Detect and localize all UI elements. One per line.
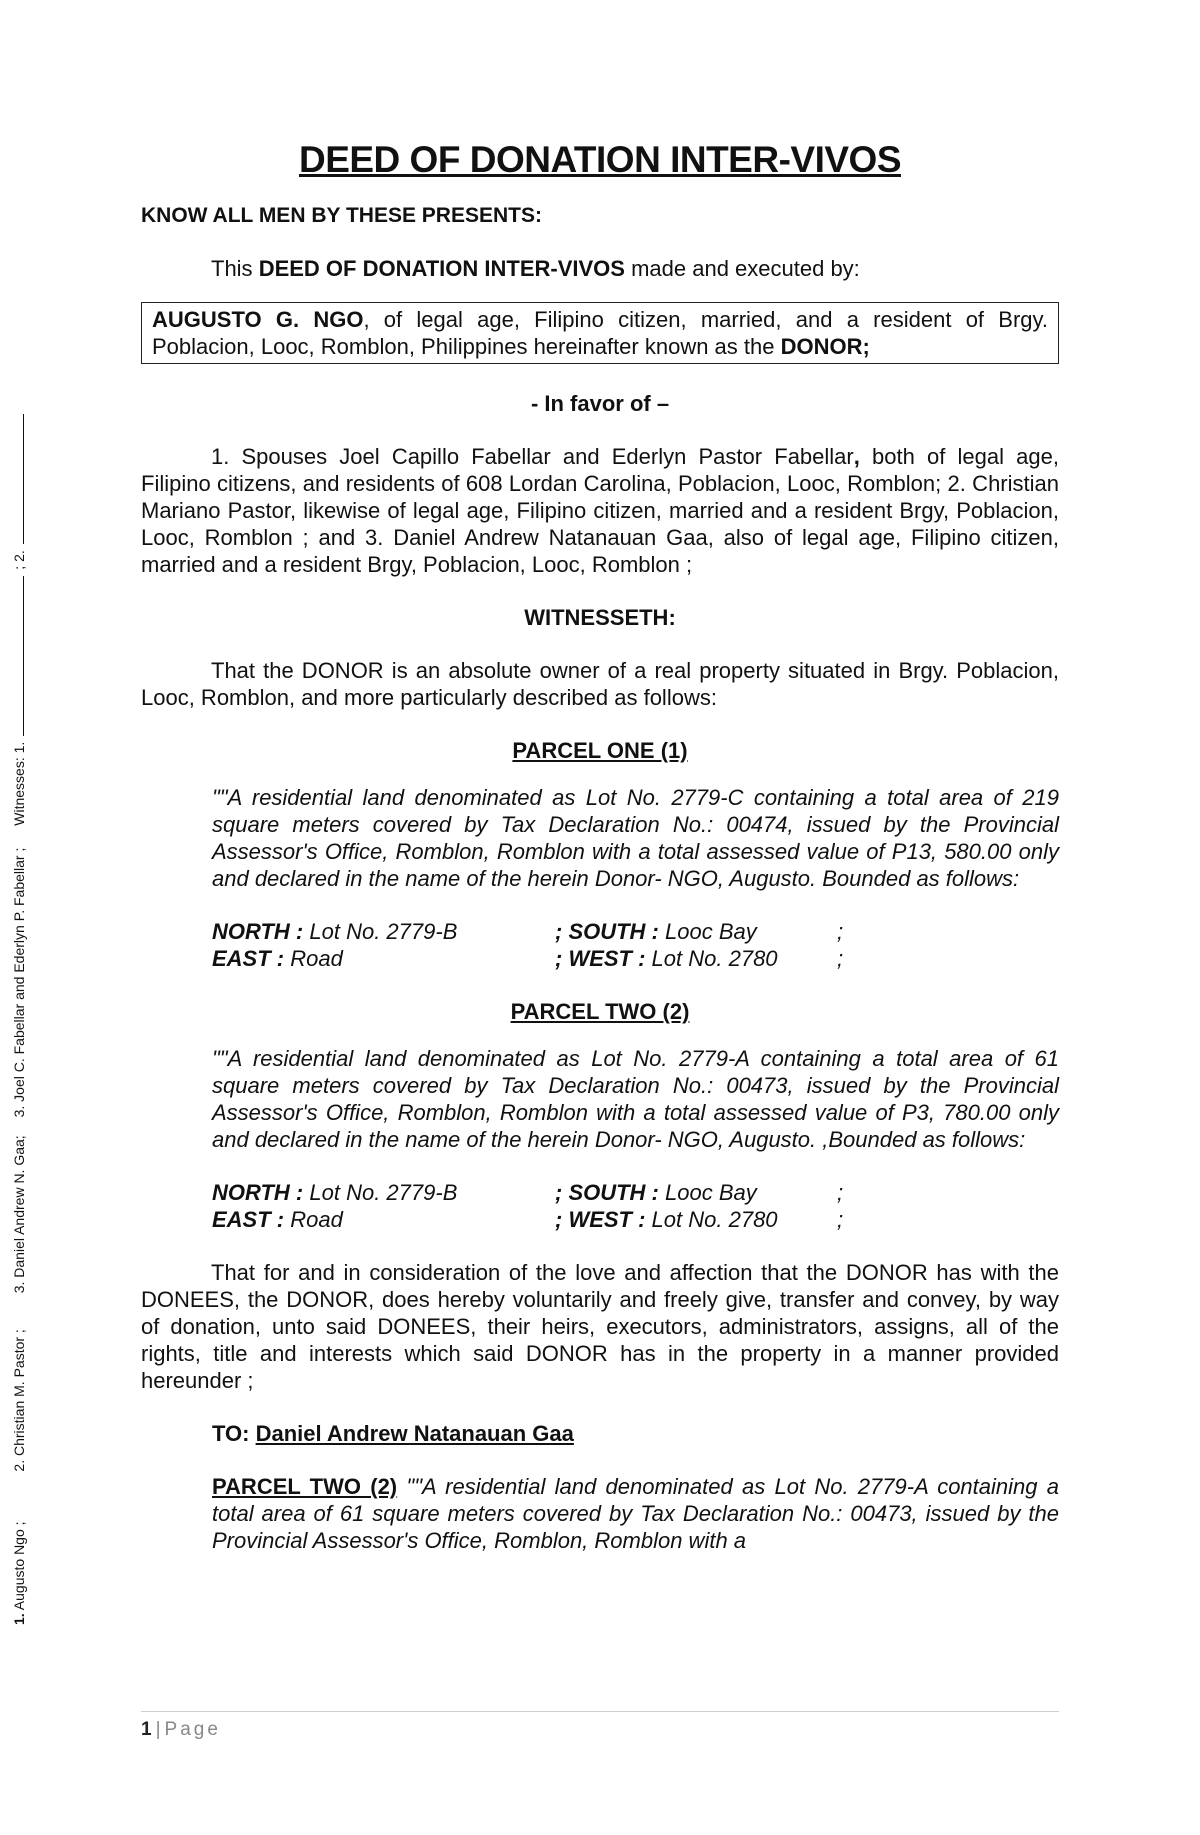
parcel-inline-paragraph (212, 1473, 1059, 1554)
north-value: Lot No. 2779-B (303, 1180, 458, 1205)
donor-box (141, 302, 1059, 364)
bounds-row (212, 1179, 1059, 1206)
parcel-inline-text: ""A residential land denominated as Lot No. 2779-A containing a total area of 61 square meters covered by Tax Declaration No.: 00473, issued by the Provincial Assessor's Office, Romblon, Romblon with a (212, 1474, 1059, 1553)
east-value: Road (284, 946, 343, 971)
bounds-row (212, 1206, 1059, 1233)
north-value: Lot No. 2779-B (303, 919, 458, 944)
west-value: Lot No. 2780 (645, 1207, 778, 1232)
witnesseth-heading: WITNESSETH: (524, 605, 676, 630)
deed-body (141, 138, 1059, 1554)
footer-separator: | (155, 1719, 161, 1740)
north-label: NORTH : (212, 1180, 304, 1205)
know-all-men-heading: KNOW ALL MEN BY THESE PRESENTS: (141, 204, 542, 227)
intro-paragraph (141, 255, 1059, 282)
donor-text: , of legal age, Filipino citizen, married, and a resident of Brgy. Poblacion, Looc, Romblon, Philippines hereinafter known as the (152, 307, 1048, 359)
sidebar-item-1: 1. (11, 1613, 27, 1625)
parcel-two-description: ""A residential land denominated as Lot No. 2779-A containing a total area of 61 square meters covered by Tax Declaration No.: 00473, issued by the Provincial Assessor's Office, Romblon, Romblon with a total assessed value of P3, 780.00 only and declared in the name of the herein Donor- NGO, Augusto. ,Bounded as follows: (212, 1046, 1059, 1152)
to-label: TO: (212, 1421, 256, 1446)
intro-pre: This (211, 256, 259, 281)
sidebar-signer-ngo: Augusto Ngo ; (11, 1521, 27, 1611)
parcel-inline-heading: PARCEL TWO (2) (212, 1474, 398, 1499)
intro-post: made and executed by: (624, 256, 860, 281)
east-label: EAST : (212, 946, 285, 971)
east-label: EAST : (212, 1207, 285, 1232)
parcel-two-heading: PARCEL TWO (2) (510, 999, 690, 1024)
sidebar-signer-fabellar: 3. Joel C. Fabellar and Ederlyn P. Fabellar ; (11, 847, 27, 1118)
sidebar-signer-pastor: 2. Christian M. Pastor ; (11, 1329, 27, 1472)
east-value: Road (284, 1207, 343, 1232)
donees-part2: both of legal age, Filipino citizens, and residents of 608 Lordan Carolina, Poblacion, Looc, Romblon; 2. Christian Mariano Pastor, likewise of legal age, Filipino citizen, married and a resident Brgy, Poblacion, Looc, Romblon ; and 3. Daniel Andrew Natanauan Gaa, also of legal age, Filipino citizen, married and a resident Brgy, Poblacion, Looc, Romblon ; (141, 444, 1059, 577)
signature-sidebar (8, 305, 30, 1625)
west-end: ; (837, 1207, 844, 1232)
owner-paragraph: That the DONOR is an absolute owner of a real property situated in Brgy. Poblacion, Looc, Romblon, and more particularly described as follows: (141, 658, 1059, 710)
west-label: ; WEST : (555, 946, 646, 971)
to-line (212, 1420, 1059, 1447)
west-label: ; WEST : (555, 1207, 646, 1232)
sidebar-signer-gaa: 3. Daniel Andrew N. Gaa; (11, 1135, 27, 1294)
parcel-one-heading: PARCEL ONE (1) (512, 738, 688, 763)
donees-part1: 1. Spouses Joel Capillo Fabellar and Ederlyn Pastor Fabellar (211, 444, 854, 469)
parcel-two-bounds (212, 1179, 1059, 1233)
south-label: ; SOUTH : (555, 1180, 659, 1205)
donees-paragraph (141, 443, 1059, 578)
witness-2-blank (9, 414, 24, 544)
page-number: 1 (141, 1719, 152, 1740)
to-name: Daniel Andrew Natanauan Gaa (255, 1421, 574, 1446)
page-footer (141, 1719, 221, 1741)
document-title: DEED OF DONATION INTER-VIVOS (298, 139, 901, 180)
south-end: ; (837, 919, 844, 944)
donor-role: DONOR; (780, 334, 870, 359)
south-value: Looc Bay (658, 1180, 757, 1205)
bounds-row (212, 945, 1059, 972)
south-end: ; (837, 1180, 844, 1205)
sidebar-witnesses-label: Witnesses: 1. (11, 741, 27, 826)
intro-bold: DEED OF DONATION INTER-VIVOS (258, 256, 625, 281)
south-value: Looc Bay (658, 919, 757, 944)
north-label: NORTH : (212, 919, 304, 944)
donees-comma: , (853, 444, 860, 469)
bounds-row (212, 918, 1059, 945)
donor-name: AUGUSTO G. NGO (152, 307, 364, 332)
page-word: Page (164, 1719, 221, 1740)
parcel-one-bounds (212, 918, 1059, 972)
west-end: ; (837, 946, 844, 971)
west-value: Lot No. 2780 (645, 946, 778, 971)
witness-1-blank (9, 576, 24, 736)
sidebar-witness-2-label: ; 2. (11, 550, 27, 570)
south-label: ; SOUTH : (555, 919, 659, 944)
footer-divider (141, 1711, 1059, 1712)
in-favor-heading: - In favor of – (530, 391, 670, 416)
consideration-paragraph: That for and in consideration of the love and affection that the DONOR has with the DONEES, the DONOR, does hereby voluntarily and freely give, transfer and convey, by way of donation, unto said DONEES, their heirs, executors, administrators, assigns, all of the rights, title and interests which said DONOR has in the property in a manner provided hereunder ; (141, 1260, 1059, 1393)
parcel-one-description: ""A residential land denominated as Lot No. 2779-C containing a total area of 219 square meters covered by Tax Declaration No.: 00474, issued by the Provincial Assessor's Office, Romblon, Romblon with a total assessed value of P13, 580.00 only and declared in the name of the herein Donor- NGO, Augusto. Bounded as follows: (212, 785, 1059, 891)
